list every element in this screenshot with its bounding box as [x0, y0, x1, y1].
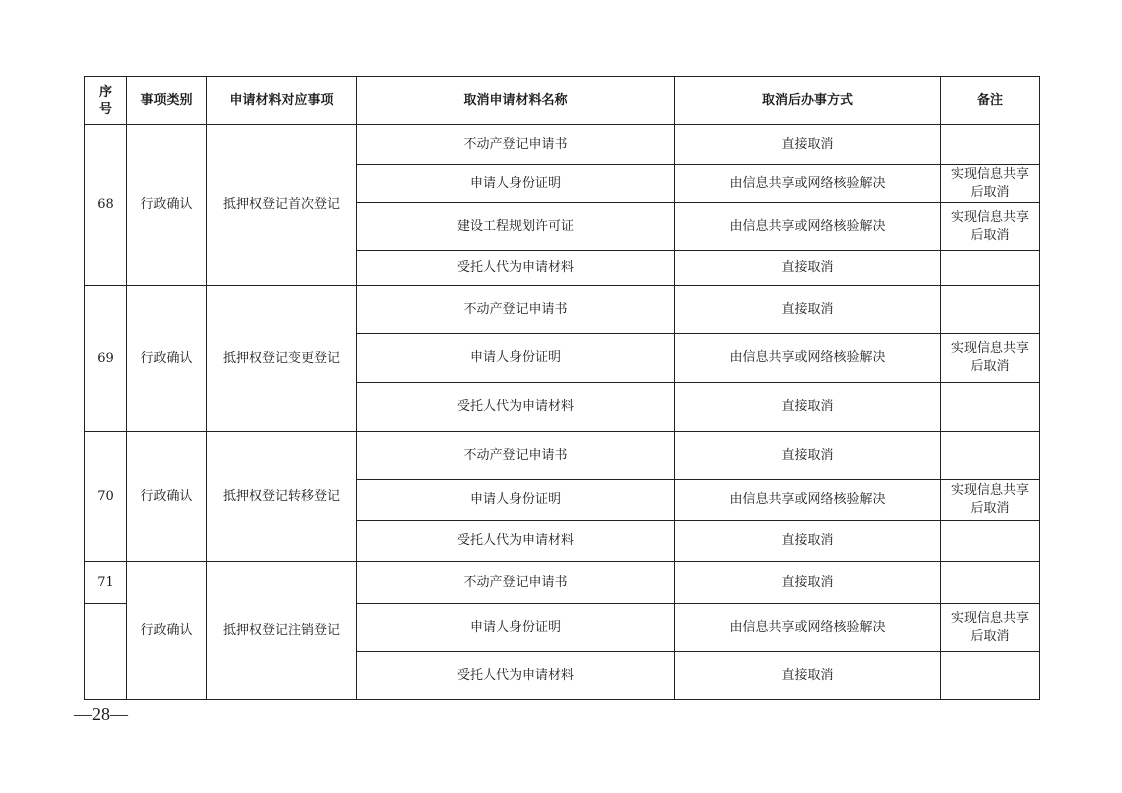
item-cell: 抵押权登记首次登记 [207, 125, 357, 286]
header-note: 备注 [941, 77, 1040, 125]
header-item: 申请材料对应事项 [207, 77, 357, 125]
note-cell [941, 562, 1040, 604]
method-cell: 由信息共享或网络核验解决 [675, 480, 941, 521]
method-cell: 由信息共享或网络核验解决 [675, 165, 941, 203]
header-method: 取消后办事方式 [675, 77, 941, 125]
material-cell: 不动产登记申请书 [357, 125, 675, 165]
seq-cell: 69 [85, 286, 127, 432]
note-cell [941, 432, 1040, 480]
material-cell: 申请人身份证明 [357, 604, 675, 652]
method-cell: 直接取消 [675, 521, 941, 562]
method-cell: 由信息共享或网络核验解决 [675, 334, 941, 383]
table-row [85, 432, 1040, 480]
note-cell: 实现信息共享后取消 [941, 334, 1040, 383]
material-cell: 申请人身份证明 [357, 165, 675, 203]
note-cell: 实现信息共享后取消 [941, 604, 1040, 652]
item-cell: 抵押权登记注销登记 [207, 562, 357, 700]
seq-cell: 68 [85, 125, 127, 286]
method-cell: 直接取消 [675, 251, 941, 286]
note-cell: 实现信息共享后取消 [941, 203, 1040, 251]
method-cell: 直接取消 [675, 286, 941, 334]
table-row [85, 286, 1040, 334]
material-cell: 不动产登记申请书 [357, 286, 675, 334]
material-cell: 受托人代为申请材料 [357, 383, 675, 432]
method-cell: 直接取消 [675, 652, 941, 700]
item-cell: 抵押权登记转移登记 [207, 432, 357, 562]
seq-cell: 70 [85, 432, 127, 562]
item-cell: 抵押权登记变更登记 [207, 286, 357, 432]
material-cell: 建设工程规划许可证 [357, 203, 675, 251]
note-cell [941, 286, 1040, 334]
material-cell: 受托人代为申请材料 [357, 652, 675, 700]
table-row [85, 562, 1040, 604]
note-cell [941, 521, 1040, 562]
table-row [85, 125, 1040, 165]
material-cell: 不动产登记申请书 [357, 432, 675, 480]
materials-table [84, 76, 1040, 700]
method-cell: 由信息共享或网络核验解决 [675, 203, 941, 251]
header-seq: 序 号 [85, 77, 127, 125]
page-number: —28— [74, 704, 128, 724]
header-row [85, 77, 1040, 125]
material-cell: 受托人代为申请材料 [357, 521, 675, 562]
method-cell: 由信息共享或网络核验解决 [675, 604, 941, 652]
header-material: 取消申请材料名称 [357, 77, 675, 125]
note-cell [941, 125, 1040, 165]
note-cell: 实现信息共享后取消 [941, 480, 1040, 521]
note-cell [941, 251, 1040, 286]
note-cell [941, 652, 1040, 700]
method-cell: 直接取消 [675, 383, 941, 432]
material-cell: 申请人身份证明 [357, 480, 675, 521]
note-cell [941, 383, 1040, 432]
category-cell: 行政确认 [127, 286, 207, 432]
method-cell: 直接取消 [675, 562, 941, 604]
category-cell: 行政确认 [127, 562, 207, 700]
note-cell: 实现信息共享后取消 [941, 165, 1040, 203]
method-cell: 直接取消 [675, 432, 941, 480]
method-cell: 直接取消 [675, 125, 941, 165]
seq-cell: 71 [85, 562, 127, 604]
category-cell: 行政确认 [127, 125, 207, 286]
material-cell: 不动产登记申请书 [357, 562, 675, 604]
seq-cell-empty [85, 604, 127, 700]
header-category: 事项类别 [127, 77, 207, 125]
material-cell: 申请人身份证明 [357, 334, 675, 383]
material-cell: 受托人代为申请材料 [357, 251, 675, 286]
category-cell: 行政确认 [127, 432, 207, 562]
